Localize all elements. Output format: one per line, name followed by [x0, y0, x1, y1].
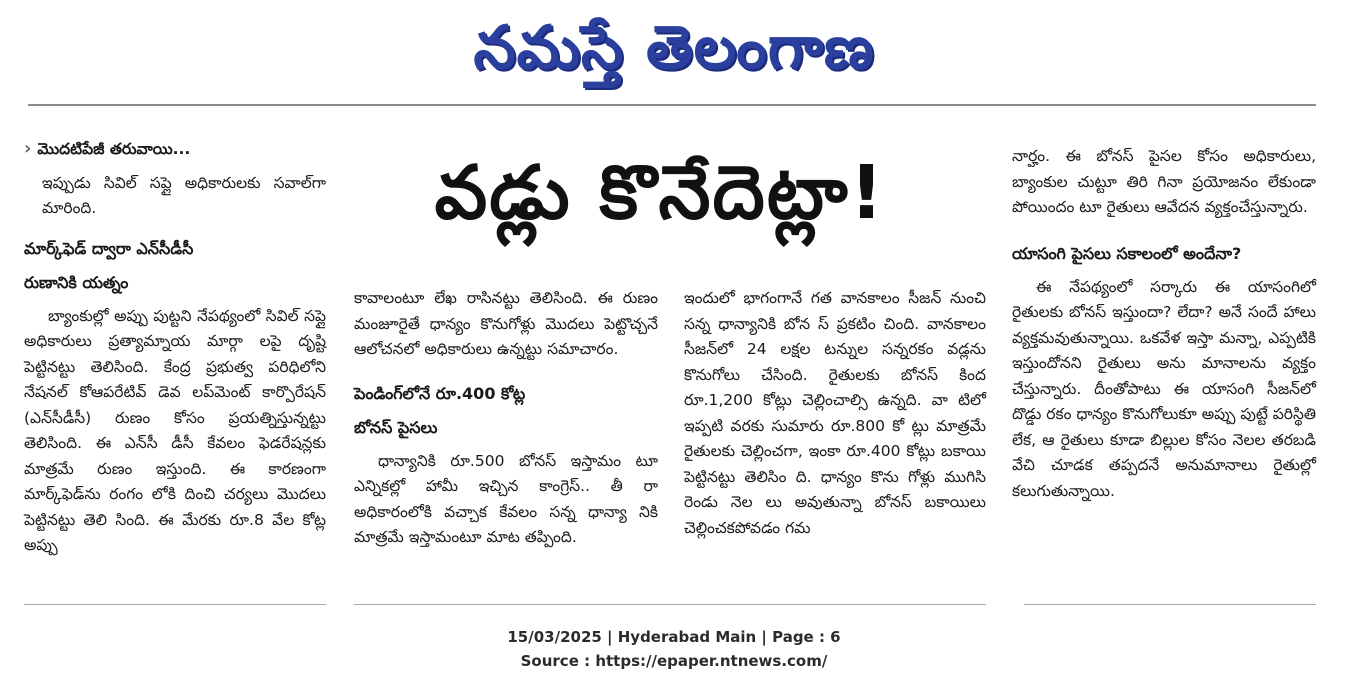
- columns-2-3-bottom-rule: [354, 604, 986, 605]
- column-1: [24, 136, 326, 559]
- body-paragraph-2: ఈ నేపథ్యంలో సర్కారు ఈ యాసంగిలో రైతులకు బోనస్ ఇస్తుందా? లేదా? అనే సందే హాలు వ్యక్తమవుతున్నాయి. ఒకవేళ ఇస్తా మన్నా, ఎప్పటికి ఇస్తుందోనని రైతులు అను మానాలను వ్యక్తం చేస్తున్నారు. దీంతోపాటు ఈ యాసంగి సీజన్‌లో దొడ్డు రకం ధాన్యం కొనుగోలుకూ అప్పు పుట్టే పరిస్థితి లేక, ఆ రైతులు కూడా బిల్లుల కోసం నెలల తరబడి వేచి చూడక తప్పదనే అనుమానాలు రైతుల్లో కలుగుతున్నాయి.: [1012, 277, 1316, 500]
- body-paragraph-1: నార్హం. ఈ బోనస్ పైసల కోసం అధికారులు, బ్యాంకుల చుట్టూ తిరి గినా ప్రయోజనం లేకుండా పోయిందం టూ రైతులు ఆవేదన వ్యక్తంచేస్తున్నారు.: [1012, 147, 1316, 216]
- subheading-bonus-1: పెండింగ్‌లోనే రూ.400 కోట్ల: [354, 383, 526, 403]
- footer-source: Source : https://epaper.ntnews.com/: [520, 652, 828, 670]
- column-4-bottom-rule: [1024, 604, 1316, 605]
- continued-from-front-page: [24, 136, 326, 163]
- subheading-ncdc-2: రుణానికి యత్నం: [24, 272, 129, 292]
- column-1-bottom-rule: [24, 604, 326, 605]
- subheading-yasangi: యాసంగి పైసలు సకాలంలో అందేనా?: [1012, 243, 1242, 263]
- newspaper-masthead: నమస్తే తెలంగాణ: [473, 13, 875, 83]
- column-4: [1012, 144, 1316, 504]
- body-paragraph: బ్యాంకుల్లో అప్పు పుట్టని నేపథ్యంలో సివిల్ సప్లై అధికారులు ప్రత్యామ్నాయ మార్గా లపై దృష్టి పెట్టినట్టు తెలిసింది. కేంద్ర ప్రభుత్వ పరిధిలోని నేషనల్ కోఆపరేటివ్ డెవ లప్‌మెంట్ కార్పొరేషన్ (ఎన్‌సీడీసీ) రుణం కోసం ప్రయత్నిస్తున్నట్టు తెలిసింది. ఈ ఎన్‌సీ డీసీ కేవలం ఫెడరేషన్లకు మాత్రమే రుణం ఇస్తుంది. ఈ కారణంగా మార్క్‌ఫెడ్‌ను రంగం లోకి దించి చర్యలు మొదలు పెట్టినట్టు తెలి సింది. ఈ మేరకు రూ.8 వేల కోట్ల అప్పు: [24, 306, 326, 554]
- body-paragraph-2: ధాన్యానికి రూ.500 బోనస్ ఇస్తామం టూ ఎన్నికల్లో హామీ ఇచ్చిన కాంగ్రెస్.. తీ రా అధికారంలోకి వచ్చాక కేవలం సన్న ధాన్యా నికి మాత్రమే ఇస్తామంటూ మాట తప్పింది.: [354, 451, 658, 546]
- top-rule: [28, 104, 1316, 106]
- continued-label: మొదటిపేజీ తరువాయి...: [37, 140, 191, 158]
- column-2: [354, 286, 658, 551]
- footer-edition-info: 15/03/2025 | Hyderabad Main | Page : 6: [507, 628, 841, 646]
- column-3: [684, 286, 986, 541]
- intro-paragraph: ఇప్పుడు సివిల్ సప్లై అధికారులకు సవాల్‌గా మారింది.: [42, 173, 326, 217]
- chevron-right-icon: ›: [24, 138, 32, 159]
- subheading-ncdc-1: మార్క్‌ఫెడ్ ద్వారా ఎన్‌సీడీసీ: [24, 238, 194, 258]
- article-headline: వడ్లు కొనేదెట్లా!: [434, 150, 886, 236]
- body-paragraph-1: కావాలంటూ లేఖ రాసినట్టు తెలిసింది. ఈ రుణం మంజూరైతే ధాన్యం కొనుగోళ్లు మొదలు పెట్టొచ్చనే ఆలోచనలో అధికారులు ఉన్నట్టు సమాచారం.: [354, 289, 658, 358]
- body-paragraph: ఇందులో భాగంగానే గత వానకాలం సీజన్ నుంచి సన్న ధాన్యానికి బోన స్ ప్రకటిం చింది. వానకాలం సీజన్‌లో 24 లక్షల టన్నుల సన్నరకం వడ్లను కొనుగోలు చేసింది. రైతులకు బోనస్ కింద రూ.1,200 కోట్లు చెల్లించాల్సి ఉన్నది. వా టిలో ఇప్పటి వరకు సుమారు రూ.800 కో ట్లు మాత్రమే రైతులకు చెల్లించగా, ఇంకా రూ.400 కోట్లు బకాయి పెట్టినట్టు తెలిసిం ది. ధాన్యం కొను గోళ్లు ముగిసి రెండు నెల లు అవుతున్నా బోనస్ బకాయిలు చెల్లించకపోవడం గమ: [684, 289, 986, 537]
- subheading-bonus-2: బోనస్ పైసలు: [354, 417, 438, 437]
